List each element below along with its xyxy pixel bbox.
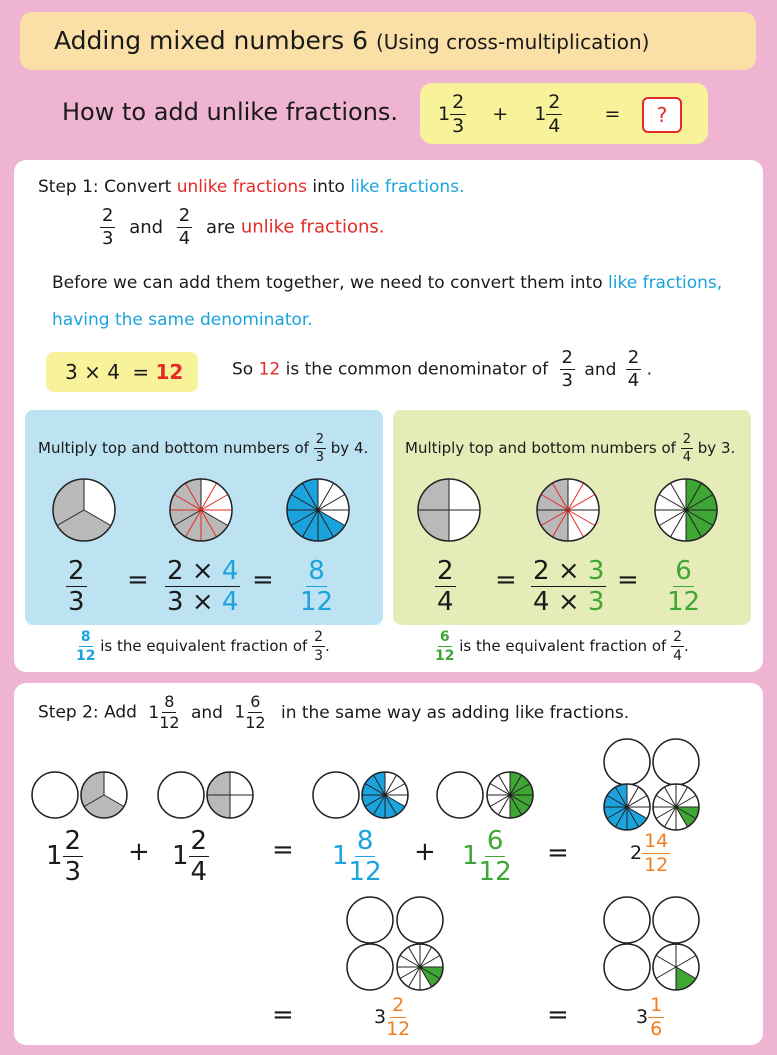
two-thirds-circle bbox=[81, 772, 127, 818]
two-thirds-split-circle bbox=[170, 479, 232, 541]
multiplication-pill: 3 × 4 = 12 bbox=[46, 352, 198, 392]
whole-circle bbox=[158, 772, 204, 818]
eq-sign: = bbox=[127, 565, 149, 595]
whole-circle bbox=[653, 897, 699, 943]
whole-circle bbox=[437, 772, 483, 818]
whole-circle bbox=[313, 772, 359, 818]
page-title: Adding mixed numbers 6 (Using cross-multiplication) bbox=[54, 26, 650, 55]
whole-circle bbox=[397, 897, 443, 943]
six-twelfths-circle bbox=[487, 772, 533, 818]
eq-sign: = bbox=[617, 565, 639, 595]
whole-circle bbox=[32, 772, 78, 818]
whole-circle bbox=[347, 944, 393, 990]
whole-circle bbox=[604, 897, 650, 943]
problem-box: 1 $\frac{2}{3}$ + 1 $\frac{2}{4}$ = ? bbox=[420, 83, 708, 144]
mixed-2-12: 3 $\frac{2}{12}$ bbox=[374, 994, 411, 1040]
thirds-equation: $\frac{2}{3}$ bbox=[68, 556, 85, 617]
two-fourths-circle bbox=[418, 479, 480, 541]
eight-twelfths-circle bbox=[604, 784, 650, 830]
whole-circle bbox=[604, 739, 650, 785]
whole-circle bbox=[604, 944, 650, 990]
caption-left: $\frac{8}{12}$ is the equivalent fraction of $\frac{2}{3}$ . bbox=[76, 629, 330, 664]
thirds-multiplication: $\frac{2 \times 4}{3 \times 4}$ bbox=[167, 556, 239, 617]
fourths-multiplication: $\frac{2 \times 3}{4 \times 3}$ bbox=[533, 556, 605, 617]
eight-twelfths-circle bbox=[287, 479, 349, 541]
caption-right: $\frac{6}{12}$ is the equivalent fraction of $\frac{2}{4}$ . bbox=[435, 629, 689, 664]
six-twelfths-circle bbox=[655, 479, 717, 541]
eq-sign: = bbox=[547, 1000, 569, 1030]
explanation-line-1: Before we can add them together, we need to convert them into like fractions, bbox=[52, 273, 723, 293]
one-sixth-circle bbox=[653, 944, 699, 990]
mixed-1-6: 3 $\frac{1}{6}$ bbox=[636, 994, 663, 1040]
multiply-fourths-text: Multiply top and bottom numbers of $\frac{2}{4}$ by 3. bbox=[405, 432, 736, 465]
twelfths-result: $\frac{8}{12}$ bbox=[300, 556, 334, 617]
whole-circle bbox=[653, 739, 699, 785]
two-twelfths-circle bbox=[653, 784, 699, 830]
multiply-thirds-text: Multiply top and bottom numbers of $\frac{2}{3}$ by 4. bbox=[38, 432, 369, 465]
plus-sign: + bbox=[414, 837, 436, 867]
explanation-line-2: having the same denominator. bbox=[52, 310, 313, 330]
eq-sign: = bbox=[272, 835, 294, 865]
unknown-box: ? bbox=[642, 97, 682, 133]
whole-circle bbox=[347, 897, 393, 943]
two-fourths-split-circle bbox=[537, 479, 599, 541]
two-twelfths-circle bbox=[397, 944, 443, 990]
mixed-2-4: 1 $\frac{2}{4}$ bbox=[172, 826, 208, 887]
eq-sign: = bbox=[547, 838, 569, 868]
fourths-equation: $\frac{2}{4}$ bbox=[437, 556, 454, 617]
step1-heading: Step 1: Convert unlike fractions into like fractions. bbox=[38, 177, 465, 197]
eq-sign: = bbox=[272, 1000, 294, 1030]
intro-heading: How to add unlike fractions. bbox=[62, 98, 399, 126]
mixed-6-12: 1 $\frac{6}{12}$ bbox=[462, 826, 512, 887]
mixed-14-12: 2 $\frac{14}{12}$ bbox=[630, 830, 669, 876]
eq-sign: = bbox=[252, 565, 274, 595]
common-denominator-line: So 12 is the common denominator of $\frac{2}{3}$ and $\frac{2}{4}$ . bbox=[232, 347, 653, 391]
unlike-line: $\frac{2}{3}$ and $\frac{2}{4}$ are unlike fractions. bbox=[102, 205, 385, 249]
two-fourths-circle bbox=[207, 772, 253, 818]
plus-sign: + bbox=[128, 837, 150, 867]
step2-heading: Step 2: Add 1 $\frac{8}{12}$ and 1 $\frac{6}{12}$ in the same way as adding like fractions. bbox=[38, 692, 630, 732]
two-thirds-circle bbox=[53, 479, 115, 541]
eq-sign: = bbox=[495, 565, 517, 595]
eight-twelfths-circle bbox=[362, 772, 408, 818]
mixed-8-12: 1 $\frac{8}{12}$ bbox=[332, 826, 382, 887]
mixed-2-3: 1 $\frac{2}{3}$ bbox=[46, 826, 82, 887]
twelfths-result-green: $\frac{6}{12}$ bbox=[667, 556, 701, 617]
